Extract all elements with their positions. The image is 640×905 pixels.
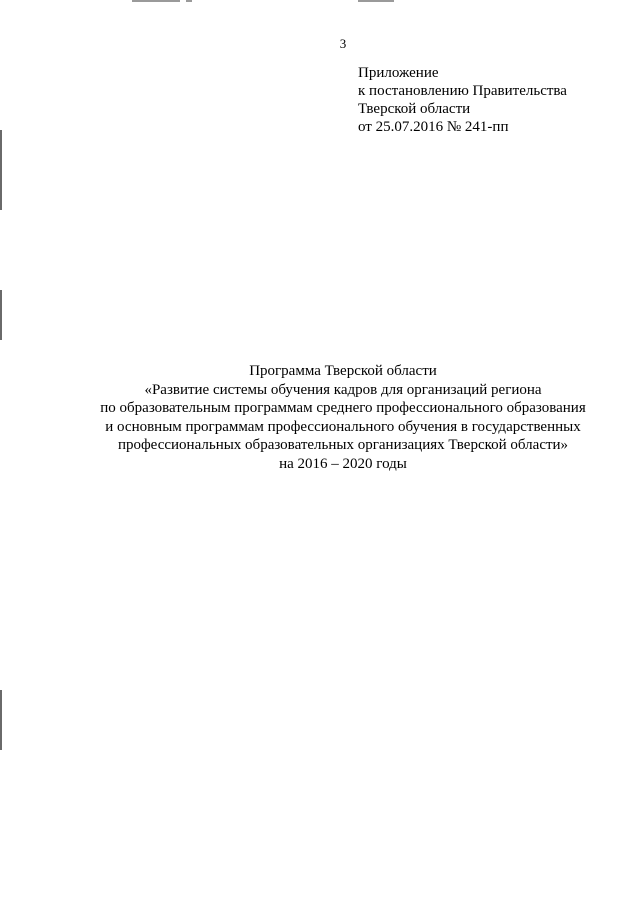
scan-artifact-top <box>186 0 192 2</box>
program-title-line: по образовательным программам среднего профессионального образования <box>100 400 586 416</box>
scan-artifact-left-edge <box>0 130 2 210</box>
program-title-line: Программа Тверской области <box>249 363 437 379</box>
scan-artifact-left-edge <box>0 690 2 750</box>
scan-artifact-top <box>132 0 180 2</box>
program-title-line: «Развитие системы обучения кадров для организаций региона <box>144 381 542 398</box>
scan-artifact-top <box>358 0 394 2</box>
program-title-line: и основным программам профессионального обучения в государственных <box>105 418 581 435</box>
program-title-line: профессиональных образовательных организациях Тверской области» <box>117 437 569 453</box>
appendix-line: к постановлению Правительства <box>358 83 567 99</box>
scan-artifact-left-edge <box>0 290 2 340</box>
appendix-block <box>358 64 567 136</box>
appendix-line: от 25.07.2016 № 241-пп <box>358 119 509 135</box>
page-number: 3 <box>339 36 347 51</box>
appendix-line: Приложение <box>358 65 439 81</box>
program-title-line: на 2016 – 2020 годы <box>279 455 407 472</box>
appendix-line: Тверской области <box>358 101 471 117</box>
program-title <box>0 362 640 473</box>
